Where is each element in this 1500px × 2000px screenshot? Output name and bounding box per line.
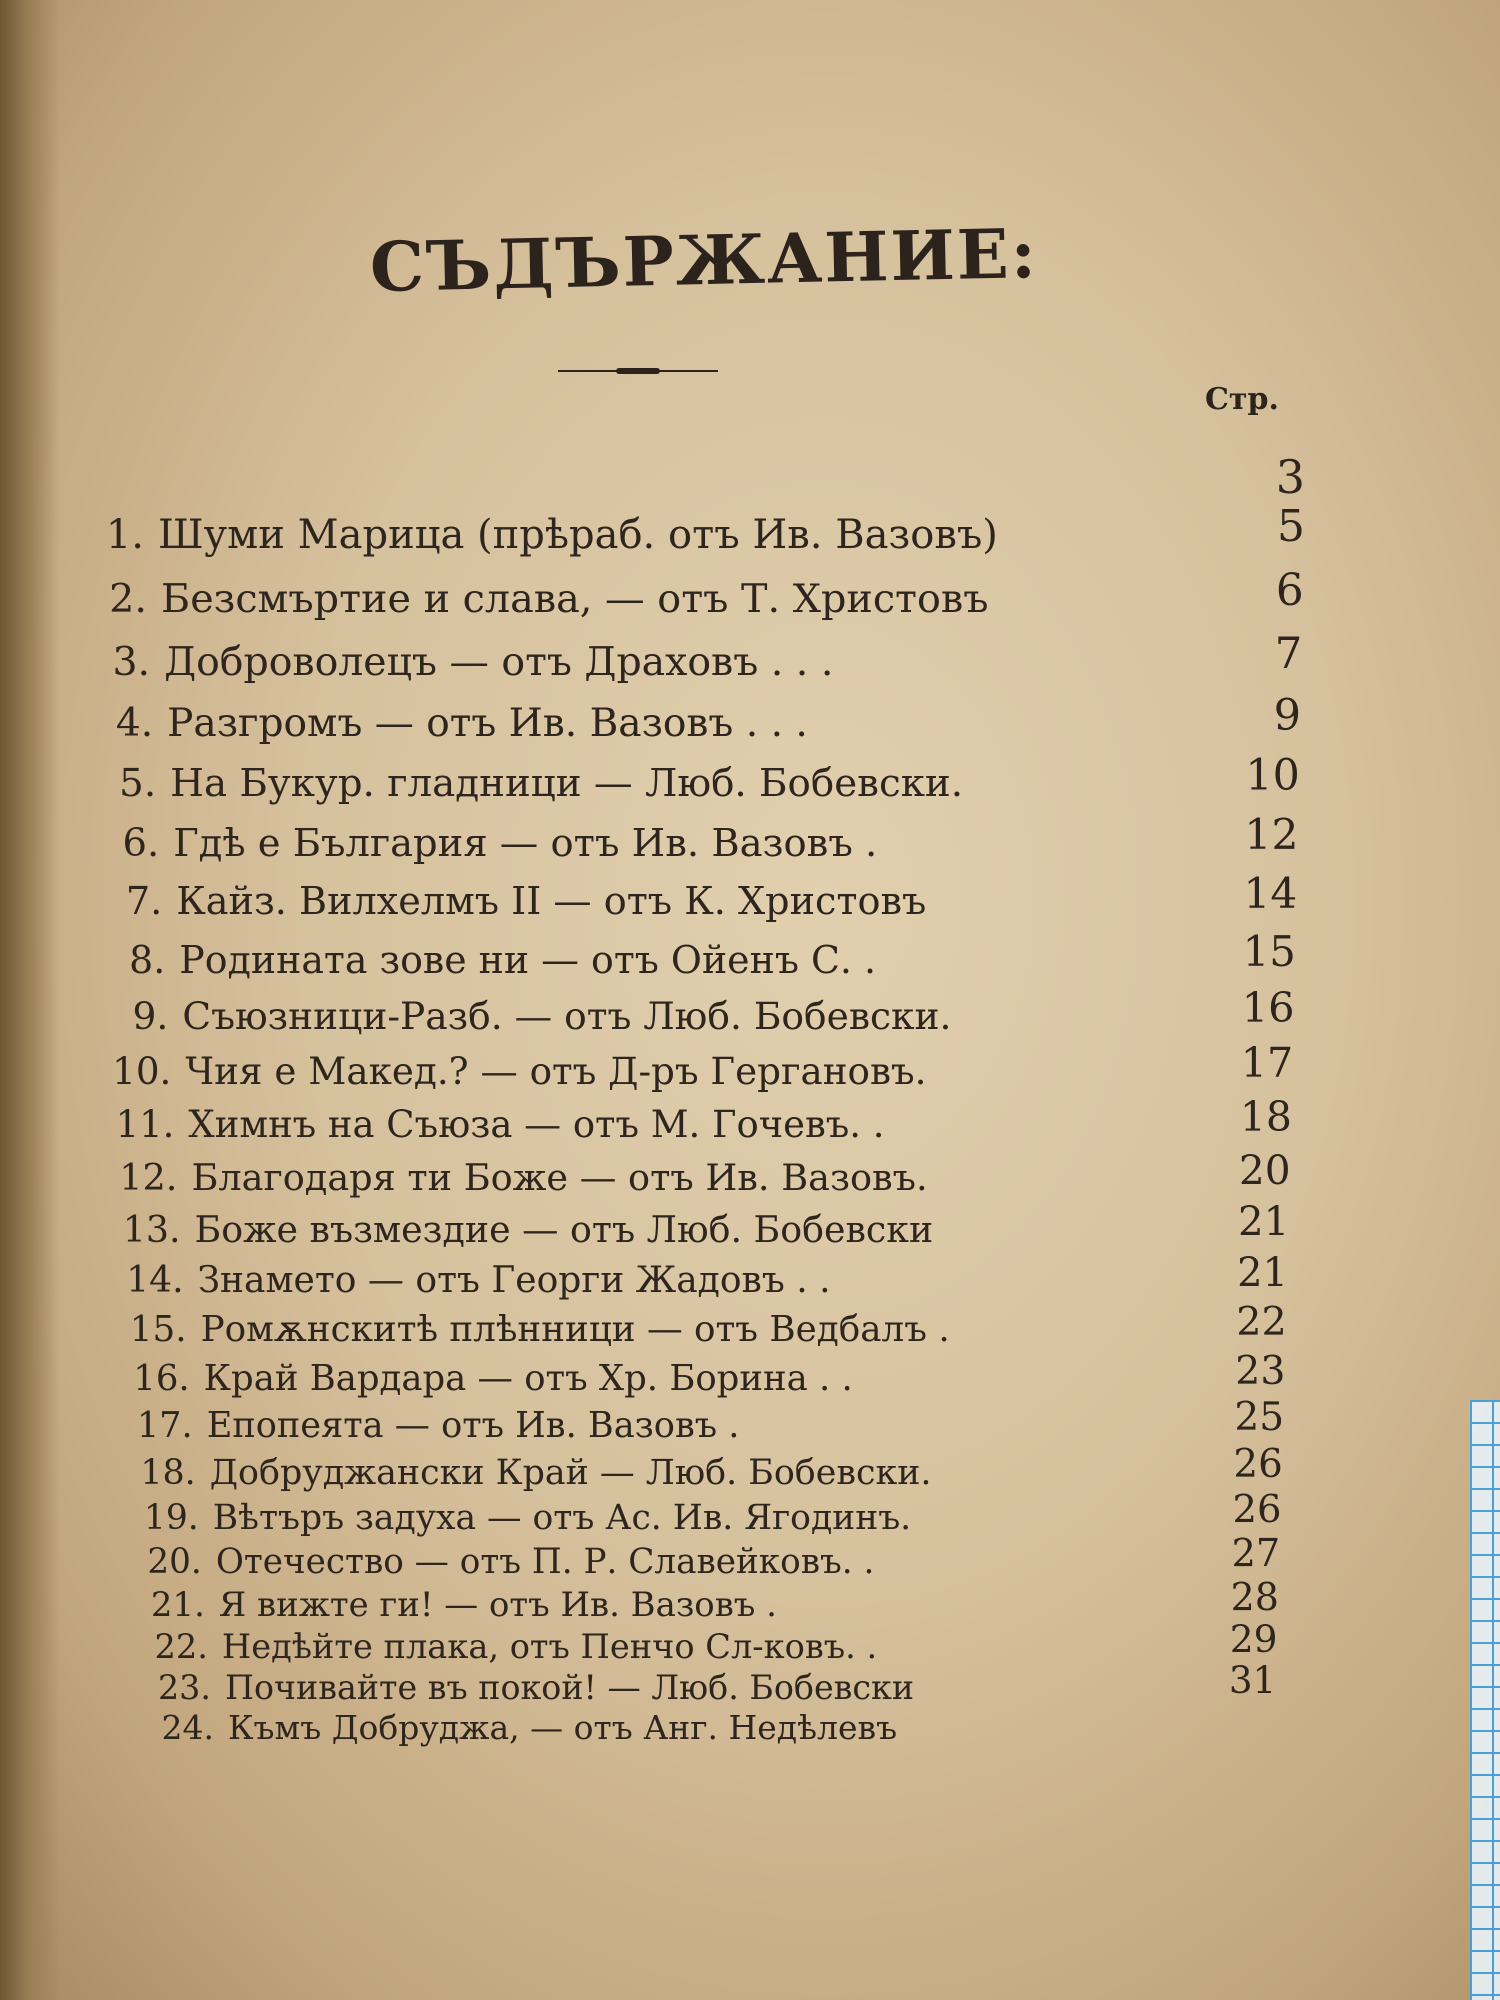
toc-entry-title: Вѣтъръ задуха — отъ Ас. Ив. Ягодинъ. — [212, 1497, 912, 1538]
toc-entry-number: 6. — [122, 820, 160, 866]
toc-entry-title: На Букур. гладници — Люб. Бобевски. — [170, 761, 964, 807]
toc-entry-page: 17 — [1240, 1038, 1294, 1087]
toc-entry-title: Кайз. Вилхелмъ II — отъ К. Христовъ — [176, 880, 927, 925]
toc-entry-page: 6 — [1275, 564, 1304, 616]
toc-entry-number: 24. — [161, 1707, 214, 1747]
toc-entry-page: 26 — [1232, 1486, 1282, 1532]
divider-center-dash — [616, 368, 660, 374]
toc-entry — [123, 1305, 950, 1355]
toc-entry-number: 17. — [136, 1405, 193, 1447]
toc-entry-page: 12 — [1244, 810, 1299, 860]
toc-entry-title: Благодаря ти Боже — отъ Ив. Вазовъ. — [191, 1155, 928, 1199]
toc-entry — [113, 1153, 927, 1203]
toc-entry-number: 5. — [119, 761, 157, 807]
toc-entry-title: Боже възмездие — отъ Люб. Бобевски — [194, 1207, 934, 1251]
toc-entry-number: 12. — [119, 1155, 178, 1199]
toc-entry-title: Отечество — отъ П. Р. Славейковъ. . — [215, 1541, 875, 1582]
toc-entry-title: Почивайте въ покой! — Люб. Бобевски — [224, 1667, 915, 1707]
toc-entry — [101, 935, 876, 985]
toc-entry-page: 29 — [1229, 1616, 1278, 1661]
toc-entry-page: 15 — [1242, 926, 1296, 976]
toc-entry — [110, 1100, 884, 1150]
toc-entry-title: Добруджански Край — Люб. Бобевски. — [209, 1452, 932, 1493]
toc-entry-title: Безсмъртие и слава, — отъ Т. Христовъ — [161, 575, 989, 622]
toc-entry-title: Знамето — отъ Георги Жадовъ . . — [197, 1259, 831, 1301]
toc-entry-number: 10. — [112, 1048, 172, 1093]
toc-entry — [132, 1448, 932, 1498]
toc-entry — [83, 574, 988, 624]
toc-entry-page: 20 — [1238, 1145, 1291, 1194]
toc-entry-number: 4. — [115, 700, 154, 746]
toc-entry-page: 21 — [1237, 1249, 1289, 1296]
toc-entry-page: 27 — [1231, 1531, 1281, 1576]
toc-entry-title: Съюзници-Разб. — отъ Люб. Бобевски. — [182, 993, 952, 1038]
toc-entry-title: Шуми Марица (прѣраб. отъ Ив. Вазовъ) — [158, 512, 998, 558]
toc-entry — [86, 637, 833, 687]
toc-entry-page: 14 — [1243, 869, 1298, 919]
toc-entry-page: 25 — [1234, 1395, 1285, 1441]
toc-entry-page: 31 — [1228, 1657, 1277, 1702]
toc-entry-title: Разгромъ — отъ Ив. Вазовъ . . . — [167, 700, 808, 746]
toc-entry — [89, 699, 808, 749]
toc-entry — [126, 1354, 853, 1404]
toc-entry-title: Я вижте ги! — отъ Ив. Вазовъ . — [218, 1585, 777, 1624]
toc-entry-number: 13. — [122, 1207, 181, 1251]
toc-entry — [107, 1046, 926, 1096]
toc-entry-title: Доброволецъ — отъ Драховъ . . . — [164, 638, 834, 685]
toc-entry-title: Епопеята — отъ Ив. Вазовъ . — [206, 1405, 740, 1447]
toc-entry-number: 18. — [140, 1452, 196, 1493]
toc-entry-page: 10 — [1245, 751, 1300, 802]
toc-entry — [104, 991, 951, 1041]
toc-entry-title: Химнъ на Съюза — отъ М. Гочевъ. . — [188, 1103, 885, 1146]
preface-page-number: 3 — [1275, 450, 1305, 504]
toc-entry-title: Къмъ Добруджа, — отъ Анг. Недѣлевъ — [228, 1707, 898, 1747]
toc-entry-number: 8. — [129, 937, 166, 982]
toc-entry-number: 7. — [125, 880, 163, 925]
toc-entry-number: 1. — [105, 512, 144, 558]
toc-entry-number: 14. — [126, 1259, 184, 1301]
binding-shadow — [0, 0, 60, 2000]
toc-entry-page: 16 — [1241, 982, 1295, 1032]
toc-entry-number: 16. — [133, 1357, 190, 1399]
toc-entry-title: Край Вардара — отъ Хр. Борина . . — [203, 1357, 853, 1399]
toc-entry-page: 18 — [1239, 1093, 1292, 1141]
toc-entry-page: 5 — [1277, 501, 1305, 552]
toc-entry — [80, 510, 998, 560]
toc-entry-number: 9. — [132, 993, 169, 1038]
toc-entry-title: Чия е Макед.? — отъ Д-ръ Гергановъ. — [185, 1048, 927, 1093]
toc-entry — [150, 1703, 897, 1753]
toc-entry-number: 23. — [158, 1667, 211, 1707]
toc-entry-number: 2. — [109, 575, 148, 622]
toc-entry-number: 15. — [129, 1309, 187, 1351]
toc-entry — [129, 1401, 740, 1451]
page-column-header: Стр. — [1205, 382, 1279, 417]
toc-entry-number: 11. — [115, 1103, 175, 1146]
page-title: СЪДЪРЖАНИЕ: — [369, 214, 1039, 308]
toc-entry-number: 20. — [147, 1541, 202, 1582]
toc-entry-page: 22 — [1236, 1299, 1287, 1346]
toc-entry-page: 23 — [1235, 1347, 1286, 1394]
toc-entry-number: 21. — [150, 1585, 205, 1624]
toc-entry-title: Ромѫнскитѣ плѣнници — отъ Ведбалъ . — [200, 1309, 950, 1351]
toc-entry — [92, 759, 963, 809]
toc-entry-title: Родината зове ни — отъ Ойенъ С. . — [179, 937, 877, 982]
toc-entry — [135, 1493, 911, 1543]
toc-entry-page: 7 — [1274, 628, 1303, 679]
toc-entry-page: 21 — [1238, 1197, 1290, 1245]
toc-entry — [120, 1256, 831, 1306]
toc-entry — [117, 1205, 934, 1255]
toc-entry-page: 26 — [1233, 1441, 1283, 1487]
toc-entry — [98, 877, 926, 927]
ornamental-divider — [558, 366, 718, 376]
toc-entry — [95, 819, 877, 869]
toc-entry-page: 28 — [1230, 1575, 1279, 1619]
toc-entry-number: 3. — [112, 638, 151, 685]
toc-entry-page: 9 — [1273, 690, 1302, 741]
graph-paper-edge — [1470, 1400, 1500, 2000]
toc-entry-number: 19. — [143, 1497, 199, 1538]
toc-entry-title: Недѣйте плака, отъ Пенчо Сл-ковъ. . — [221, 1626, 878, 1666]
toc-entry-number: 22. — [154, 1626, 208, 1666]
toc-entry-title: Гдѣ е България — отъ Ив. Вазовъ . — [173, 820, 878, 866]
